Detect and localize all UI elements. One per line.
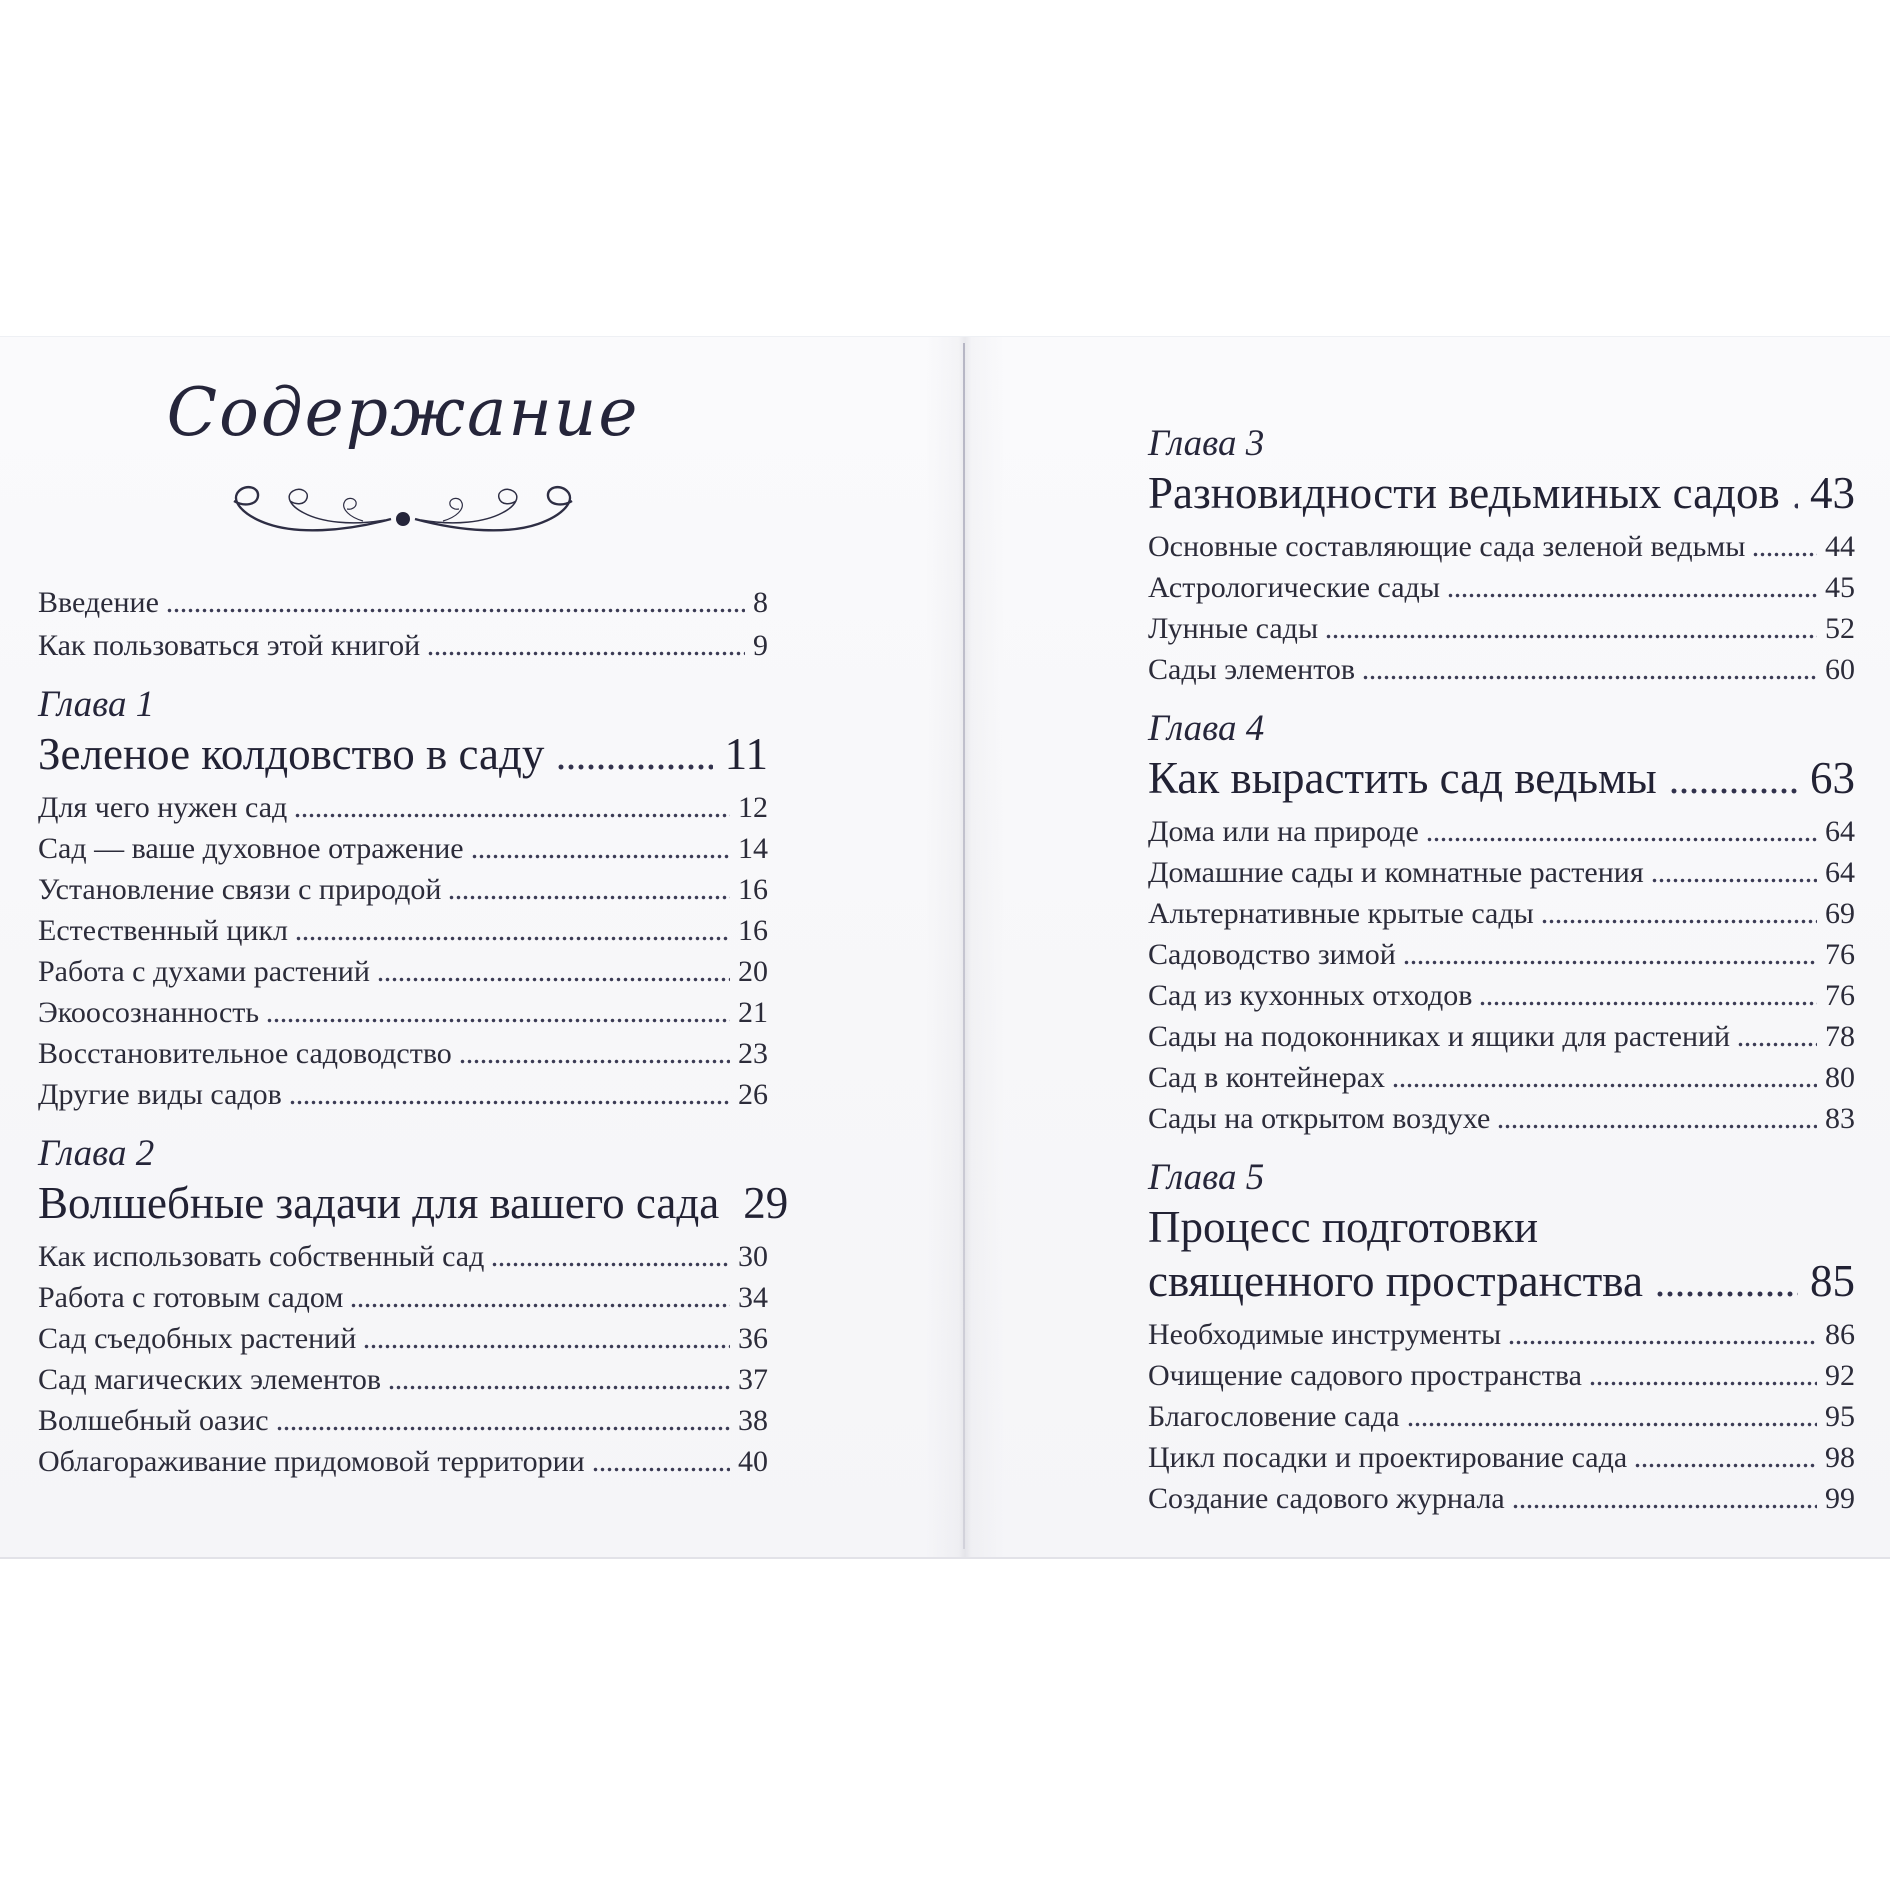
entry-page-number: 92 [1825,1359,1855,1392]
chapter-page-number: 11 [724,729,768,779]
chapter-kicker: Глава 3 [1148,423,1265,464]
toc-chapter [38,1133,789,1478]
toc-entry [1148,816,1855,847]
entry-label: Цикл посадки и проектирование сада [1148,1441,1628,1474]
toc-entry [1148,613,1855,644]
toc-chapter [1148,1158,1855,1514]
toc-entry [1148,1103,1855,1134]
dot-leader [459,1059,730,1064]
entry-page-number: 83 [1825,1102,1855,1135]
chapter-title: Волшебные задачи для вашего сада [38,1178,720,1228]
toc-entry [38,833,768,864]
page-gutter-line [963,343,965,1549]
toc-entry [38,630,768,661]
dot-leader [276,1426,730,1431]
toc-entry [1148,654,1855,685]
entry-page-number: 30 [738,1240,768,1273]
dot-leader [427,651,745,656]
dot-leader [1325,634,1817,639]
dot-leader [294,813,730,818]
dot-leader [471,854,730,859]
entry-label: Как использовать собственный сад [38,1240,485,1273]
dot-leader [266,1018,730,1023]
toc-entry [38,1241,768,1272]
entry-page-number: 23 [738,1037,768,1070]
entry-page-number: 52 [1825,612,1855,645]
right-page [1148,337,1855,1524]
toc-entry [38,587,768,618]
chapter-title-row [38,1178,789,1228]
dot-leader [1407,1422,1817,1427]
entry-page-number: 45 [1825,571,1855,604]
entry-page-number: 14 [738,832,768,865]
entry-page-number: 16 [738,914,768,947]
chapter-entries [38,1241,768,1477]
toc-entry [38,1446,768,1477]
toc-title: Содержание [166,374,640,451]
dot-leader [1479,1001,1817,1006]
entry-label: Сад в контейнерах [1148,1061,1386,1094]
dot-leader [556,764,712,770]
dot-leader [592,1467,730,1472]
chapter-kicker: Глава 2 [38,1133,155,1174]
entry-label: Для чего нужен сад [38,791,288,824]
dot-leader [1655,1291,1798,1297]
dot-leader [1752,552,1817,557]
chapter-kicker: Глава 4 [1148,708,1265,749]
entry-label: Сады на открытом воздухе [1148,1102,1491,1135]
entry-page-number: 40 [738,1445,768,1478]
dot-leader [1669,788,1798,794]
entry-page-number: 37 [738,1363,768,1396]
entry-page-number: 76 [1825,979,1855,1012]
chapter-entries [38,792,768,1110]
dot-leader [1508,1340,1817,1345]
chapter-title-row [1148,1256,1855,1306]
toc-entry [38,1405,768,1436]
dot-leader [166,608,745,613]
entry-page-number: 95 [1825,1400,1855,1433]
entry-label: Основные составляющие сада зеленой ведьмы [1148,530,1746,563]
chapter-title: Зеленое колдовство в саду [38,729,545,779]
toc-entry [1148,531,1855,562]
entry-page-number: 44 [1825,530,1855,563]
entry-label: Волшебный оазис [38,1404,269,1437]
toc-entry [1148,898,1855,929]
entry-label: Создание садового журнала [1148,1482,1505,1515]
toc-entry [1148,1319,1855,1350]
chapter-title: Разновидности ведьминых садов [1148,468,1780,518]
chapter-page-number: 29 [743,1178,789,1228]
dot-leader [448,895,730,900]
entry-label: Лунные сады [1148,612,1319,645]
flourish-divider-icon [213,479,593,537]
left-page [38,337,789,1487]
chapter-title: священного пространства [1148,1256,1643,1306]
toc-entry [38,792,768,823]
dot-leader [1497,1124,1817,1129]
entry-page-number: 86 [1825,1318,1855,1351]
entry-label: Восстановительное садоводство [38,1037,452,1070]
entry-page-number: 9 [753,629,768,662]
entry-page-number: 64 [1825,815,1855,848]
entry-label: Сад из кухонных отходов [1148,979,1473,1012]
dot-leader [1447,593,1817,598]
entry-label: Другие виды садов [38,1078,282,1111]
toc-entry [1148,939,1855,970]
chapter-page-number: 85 [1810,1256,1855,1306]
dot-leader [1737,1042,1817,1047]
dot-leader [377,977,730,982]
page-gutter-shadow [925,337,1005,1557]
entry-label: Естественный цикл [38,914,289,947]
toc-entry [38,997,768,1028]
chapter-kicker: Глава 1 [38,684,155,725]
toc-entry [1148,1442,1855,1473]
entry-label: Сад — ваше духовное отражение [38,832,464,865]
entry-page-number: 78 [1825,1020,1855,1053]
chapter-entries [1148,1319,1855,1514]
dot-leader [1541,919,1817,924]
chapter-title: Как вырастить сад ведьмы [1148,753,1657,803]
entry-page-number: 20 [738,955,768,988]
dot-leader [1403,960,1817,965]
entry-page-number: 26 [738,1078,768,1111]
entry-page-number: 60 [1825,653,1855,686]
entry-page-number: 12 [738,791,768,824]
dot-leader [1512,1504,1817,1509]
toc-entry [38,1282,768,1313]
entry-label: Сад съедобных растений [38,1322,357,1355]
entry-label: Работа с готовым садом [38,1281,344,1314]
chapter-kicker: Глава 5 [1148,1157,1265,1198]
entry-page-number: 76 [1825,938,1855,971]
entry-label: Сады на подоконниках и ящики для растений [1148,1020,1731,1053]
toc-entry [38,1364,768,1395]
entry-label: Введение [38,586,159,619]
dot-leader [388,1385,730,1390]
chapter-title-row [38,729,768,779]
entry-page-number: 8 [753,586,768,619]
toc-entry [1148,980,1855,1011]
dot-leader [1634,1463,1817,1468]
entry-page-number: 99 [1825,1482,1855,1515]
toc-entry [1148,1062,1855,1093]
dot-leader [1792,503,1798,509]
toc-chapter [1148,709,1855,1134]
entry-label: Как пользоваться этой книгой [38,629,421,662]
dot-leader [295,936,730,941]
front-matter-entries [38,587,768,661]
entry-page-number: 64 [1825,856,1855,889]
entry-page-number: 98 [1825,1441,1855,1474]
toc-entry [1148,1483,1855,1514]
dot-leader [363,1344,730,1349]
entry-label: Облагораживание придомовой территории [38,1445,585,1478]
entry-label: Экоосознанность [38,996,260,1029]
entry-label: Сад магических элементов [38,1363,381,1396]
toc-entry [1148,1021,1855,1052]
chapter-entries [1148,816,1855,1134]
entry-page-number: 16 [738,873,768,906]
toc-entry [38,915,768,946]
chapter-page-number: 43 [1810,468,1855,518]
entry-label: Очищение садового пространства [1148,1359,1582,1392]
book-spread-photo [0,336,1890,1559]
toc-entry [1148,1401,1855,1432]
entry-label: Астрологические сады [1148,571,1440,604]
dot-leader [1392,1083,1817,1088]
entry-label: Необходимые инструменты [1148,1318,1502,1351]
dot-leader [350,1303,730,1308]
toc-entry [1148,1360,1855,1391]
chapter-title-row [1148,753,1855,803]
entry-label: Дома или на природе [1148,815,1419,848]
entry-page-number: 36 [738,1322,768,1355]
dot-leader [289,1100,730,1105]
dot-leader [1651,878,1817,883]
entry-page-number: 38 [738,1404,768,1437]
toc-entry [38,1323,768,1354]
toc-entry [38,1038,768,1069]
entry-page-number: 69 [1825,897,1855,930]
toc-entry [1148,857,1855,888]
toc-chapter [1148,424,1855,685]
entry-label: Садоводство зимой [1148,938,1396,971]
entry-page-number: 34 [738,1281,768,1314]
dot-leader [1589,1381,1817,1386]
toc-chapter [38,685,768,1110]
entry-label: Сады элементов [1148,653,1356,686]
entry-label: Работа с духами растений [38,955,370,988]
dot-leader [1426,837,1817,842]
toc-entry [38,1079,768,1110]
entry-label: Домашние сады и комнатные растения [1148,856,1644,889]
entry-page-number: 80 [1825,1061,1855,1094]
toc-entry [38,956,768,987]
chapter-entries [1148,531,1855,685]
entry-label: Установление связи с природой [38,873,442,906]
right-page-chapters [1148,424,1855,1514]
chapter-page-number: 63 [1810,753,1855,803]
chapter-title-line: Процесс подготовки [1148,1202,1539,1252]
dot-leader [491,1262,730,1267]
entry-label: Альтернативные крытые сады [1148,897,1534,930]
toc-entry [1148,572,1855,603]
left-page-chapters [38,684,789,1478]
entry-page-number: 21 [738,996,768,1029]
toc-entry [38,874,768,905]
entry-label: Благословение сада [1148,1400,1400,1433]
dot-leader [1362,675,1817,680]
chapter-title-row [1148,468,1855,518]
